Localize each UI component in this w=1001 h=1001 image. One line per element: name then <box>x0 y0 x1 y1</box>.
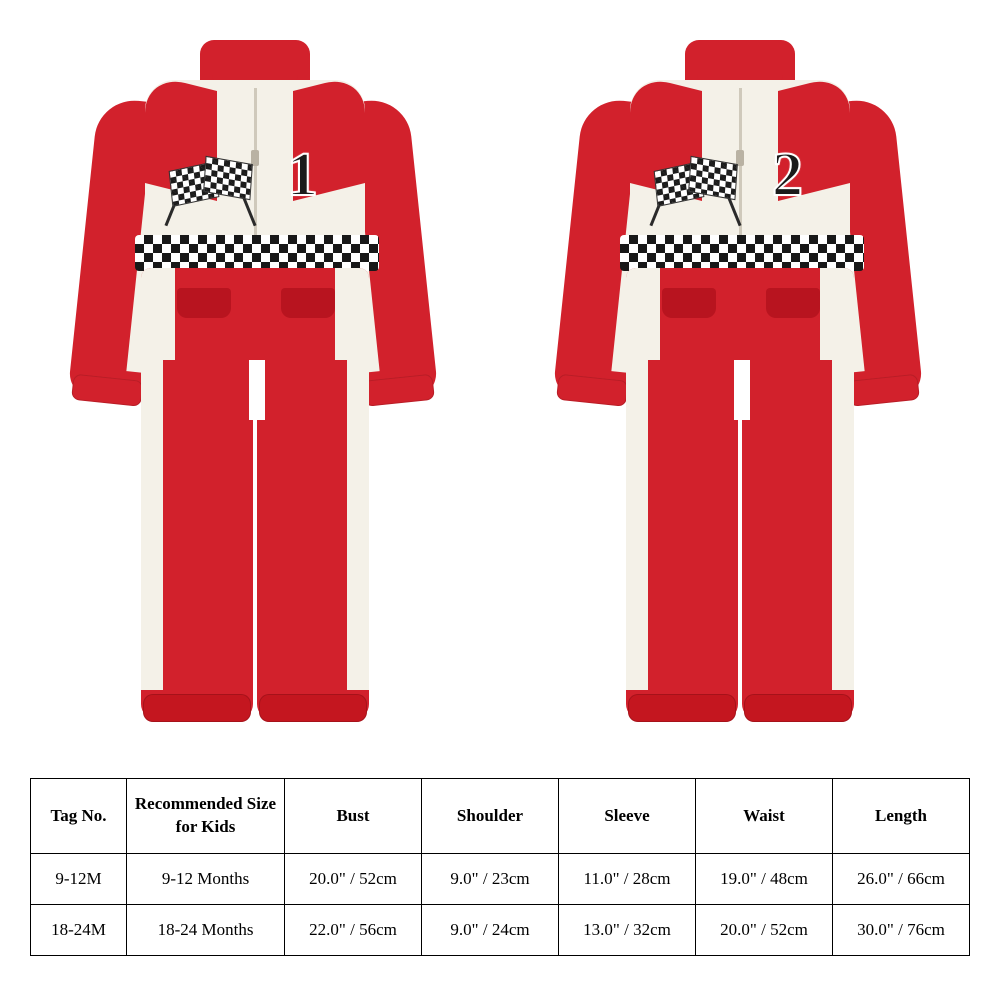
cell-waist: 19.0" / 48cm <box>696 854 833 905</box>
cell-recommended-size: 18-24 Months <box>127 905 285 956</box>
table-row <box>31 905 970 956</box>
ankle-cuff <box>628 694 736 722</box>
cell-bust: 22.0" / 56cm <box>285 905 422 956</box>
inseam-gap <box>249 360 265 420</box>
cell-length: 30.0" / 76cm <box>833 905 970 956</box>
ankle-cuff <box>259 694 367 722</box>
column-header-bust: Bust <box>285 779 422 854</box>
leg-stripe <box>347 360 369 690</box>
column-header-sleeve: Sleeve <box>559 779 696 854</box>
table-row <box>31 854 970 905</box>
cell-waist: 20.0" / 52cm <box>696 905 833 956</box>
ankle-cuff <box>143 694 251 722</box>
size-chart <box>30 778 970 956</box>
column-header-recommended-size: Recommended Size for Kids <box>127 779 285 854</box>
pocket-right <box>281 288 335 318</box>
pocket-left <box>662 288 716 318</box>
race-suit-number-1 <box>25 30 485 750</box>
race-number: 1 <box>287 141 318 209</box>
leg-right <box>742 360 854 720</box>
leg-left <box>141 360 253 720</box>
pocket-right <box>766 288 820 318</box>
checkered-waistband <box>135 235 379 271</box>
cell-shoulder: 9.0" / 23cm <box>422 854 559 905</box>
leg-stripe <box>141 360 163 690</box>
inseam-gap <box>734 360 750 420</box>
column-header-tag-no: Tag No. <box>31 779 127 854</box>
leg-stripe <box>832 360 854 690</box>
pocket-left <box>177 288 231 318</box>
column-header-length: Length <box>833 779 970 854</box>
cell-length: 26.0" / 66cm <box>833 854 970 905</box>
checkered-flags-icon <box>655 160 745 230</box>
cell-bust: 20.0" / 52cm <box>285 854 422 905</box>
ankle-cuff <box>744 694 852 722</box>
cell-recommended-size: 9-12 Months <box>127 854 285 905</box>
leg-right <box>257 360 369 720</box>
cell-tag-no: 18-24M <box>31 905 127 956</box>
sleeve-cuff <box>556 374 628 407</box>
checkered-waistband <box>620 235 864 271</box>
leg-stripe <box>626 360 648 690</box>
column-header-waist: Waist <box>696 779 833 854</box>
cell-shoulder: 9.0" / 24cm <box>422 905 559 956</box>
size-chart-table <box>30 778 970 956</box>
sleeve-cuff <box>71 374 143 407</box>
race-suit-number-2 <box>510 30 970 750</box>
cell-sleeve: 13.0" / 32cm <box>559 905 696 956</box>
cell-tag-no: 9-12M <box>31 854 127 905</box>
leg-left <box>626 360 738 720</box>
cell-sleeve: 11.0" / 28cm <box>559 854 696 905</box>
checkered-flags-icon <box>170 160 260 230</box>
column-header-shoulder: Shoulder <box>422 779 559 854</box>
race-number: 2 <box>772 141 803 209</box>
sleeve-cuff <box>848 374 920 407</box>
sleeve-cuff <box>363 374 435 407</box>
table-header-row <box>31 779 970 854</box>
